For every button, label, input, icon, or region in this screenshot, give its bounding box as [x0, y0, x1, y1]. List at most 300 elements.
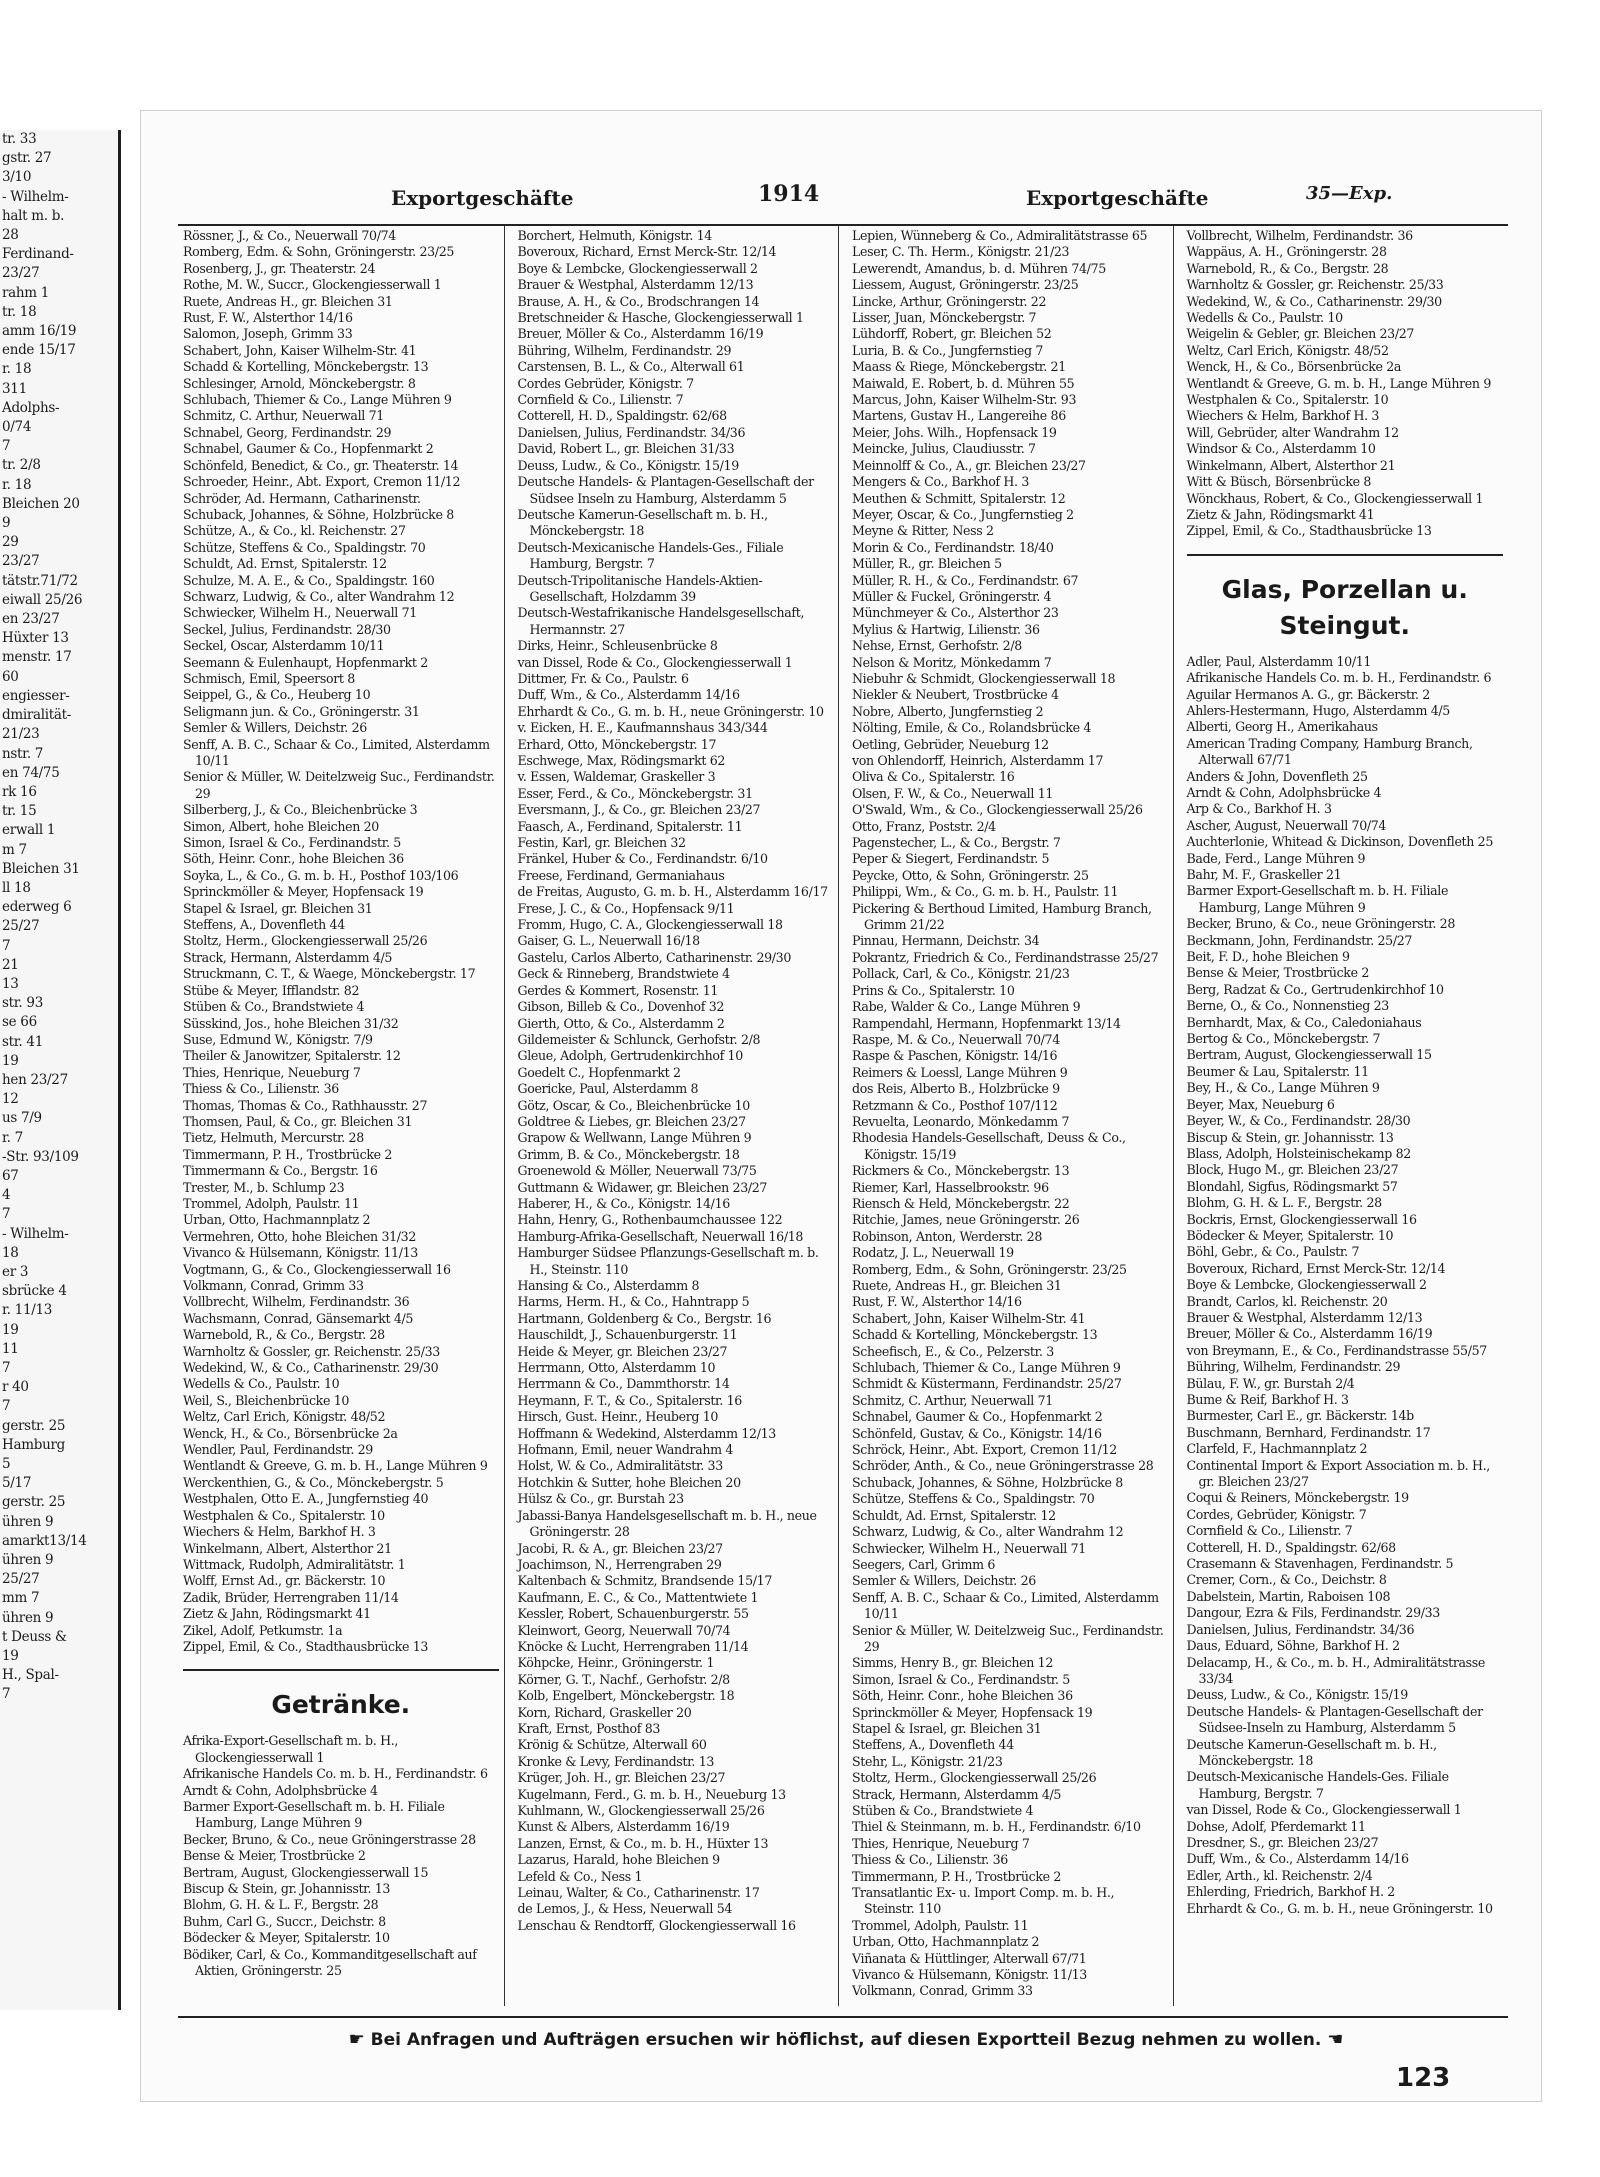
directory-entry: Hotchkin & Sutter, hohe Bleichen 20 — [517, 1474, 741, 1490]
directory-entry: Holst, W. & Co., Admiralitätstr. 33 — [517, 1458, 723, 1474]
section-entry: Bödecker & Meyer, Spitalerstr. 10 — [183, 1930, 390, 1946]
directory-entry: Hauschildt, J., Schauenburgerstr. 11 — [517, 1327, 738, 1343]
directory-entry: Hirsch, Gust. Heinr., Heuberg 10 — [517, 1409, 719, 1425]
directory-entry: v. Eicken, H. E., Kaufmannshaus 343/344 — [517, 720, 768, 736]
section-entry: Edler, Arth., kl. Reichenstr. 2/4 — [1186, 1867, 1373, 1883]
directory-entry: Wiechers & Helm, Barkhof H. 3 — [183, 1524, 376, 1540]
directory-entry: Ritchie, James, neue Gröningerstr. 26 — [852, 1212, 1080, 1228]
directory-entry: Danielsen, Julius, Ferdinandstr. 34/36 — [517, 424, 746, 440]
directory-entry: Wentlandt & Greeve, G. m. b. H., Lange Mühren 9 — [183, 1458, 488, 1474]
section-entry: Ehlerding, Friedrich, Barkhof H. 2 — [1186, 1884, 1395, 1900]
directory-entry: Oetling, Gebrüder, Neueburg 12 — [852, 736, 1049, 752]
directory-entry: Gibson, Billeb & Co., Dovenhof 32 — [517, 999, 725, 1015]
section-entry: Coqui & Reiners, Mönckebergstr. 19 — [1186, 1490, 1409, 1506]
section-entry: Buschmann, Bernhard, Ferdinandstr. 17 — [1186, 1424, 1431, 1440]
strip-line: nstr. 7 — [2, 745, 44, 762]
strip-line: halt m. b. — [2, 207, 65, 224]
section-entry: Böhl, Gebr., & Co., Paulstr. 7 — [1186, 1244, 1360, 1260]
directory-entry: Vollbrecht, Wilhelm, Ferdinandstr. 36 — [183, 1294, 410, 1310]
directory-entry: Simon, Israel & Co., Ferdinandstr. 5 — [183, 835, 401, 851]
directory-entry: Riemer, Karl, Hasselbrookstr. 96 — [852, 1179, 1049, 1195]
footer-notice — [201, 2029, 1491, 2050]
strip-line: 21/23 — [2, 726, 40, 743]
strip-line: Bleichen 20 — [2, 495, 80, 512]
directory-entry: Senff, A. B. C., Schaar & Co., Limited, Alsterdamm 10/11 — [852, 1589, 1159, 1622]
directory-entry: Viñanata & Hüttlinger, Alterwall 67/71 — [852, 1950, 1087, 1966]
directory-entry: Kraft, Ernst, Posthof 83 — [517, 1720, 661, 1736]
directory-entry: Semler & Willers, Deichstr. 26 — [852, 1573, 1036, 1589]
section-entry: Arndt & Cohn, Adolphsbrücke 4 — [183, 1782, 378, 1798]
directory-entry: Trommel, Adolph, Paulstr. 11 — [852, 1917, 1029, 1933]
directory-entry: Grimm, B. & Co., Mönckebergstr. 18 — [517, 1146, 740, 1162]
section-entry: Breuer, Möller & Co., Alsterdamm 16/19 — [1186, 1326, 1433, 1342]
directory-entry: Schwiecker, Wilhelm H., Neuerwall 71 — [183, 605, 417, 621]
directory-entry: Lisser, Juan, Mönckebergstr. 7 — [852, 310, 1037, 326]
directory-entry: Jacobi, R. & A., gr. Bleichen 23/27 — [517, 1540, 723, 1556]
section-entry: Barmer Export-Gesellschaft m. b. H. Filiale Hamburg, Lange Mühren 9 — [1186, 883, 1449, 915]
section-entry: Afrika-Export-Gesellschaft m. b. H., Glockengiesserwall 1 — [183, 1733, 399, 1765]
strip-line: 25/27 — [2, 918, 40, 935]
directory-entry: Jabassi-Banya Handelsgesellschaft m. b. H., neue Gröningerstr. 28 — [517, 1507, 817, 1540]
strip-line: 21 — [2, 956, 19, 973]
directory-entry: Kronke & Levy, Ferdinandstr. 13 — [517, 1753, 715, 1769]
strip-line: tätstr.71/72 — [2, 572, 78, 589]
directory-entry: Meinnolff & Co., A., gr. Bleichen 23/27 — [852, 457, 1086, 473]
section-entry: Auchterlonie, Whitead & Dickinson, Dovenfleth 25 — [1186, 834, 1494, 850]
directory-entry: Rampendahl, Hermann, Hopfenmarkt 13/14 — [852, 1015, 1121, 1031]
directory-entry: Kaufmann, E. C., & Co., Mattentwiete 1 — [517, 1589, 759, 1605]
listing-columns — [178, 224, 1508, 2006]
strip-line: en 74/75 — [2, 764, 60, 781]
directory-entry: Schmidt & Küstermann, Ferdinandstr. 25/27 — [852, 1376, 1122, 1392]
strip-line: 311 — [2, 380, 27, 397]
section-entry: American Trading Company, Hamburg Branch, Alterwall 67/71 — [1186, 735, 1473, 768]
directory-entry: Schwiecker, Wilhelm H., Neuerwall 71 — [852, 1540, 1086, 1556]
directory-entry: Wedekind, W., & Co., Catharinenstr. 29/30 — [183, 1360, 439, 1376]
directory-entry: Lazarus, Harald, hohe Bleichen 9 — [517, 1852, 720, 1868]
directory-entry: Thomsen, Paul, & Co., gr. Bleichen 31 — [183, 1113, 413, 1129]
strip-line: str. 93 — [2, 995, 43, 1012]
directory-entry: Semler & Willers, Deichstr. 26 — [183, 720, 367, 736]
directory-entry: Schuback, Johannes, & Söhne, Holzbrücke 8 — [183, 506, 454, 522]
directory-entry: Grapow & Wellwann, Lange Mühren 9 — [517, 1130, 752, 1146]
directory-entry: Weil, S., Bleichenbrücke 10 — [183, 1392, 350, 1408]
directory-entry: Münchmeyer & Co., Alsterthor 23 — [852, 605, 1059, 621]
strip-line: ühren 9 — [2, 1552, 54, 1569]
section-entry: Buhm, Carl G., Succr., Deichstr. 8 — [183, 1913, 386, 1929]
directory-entry: Vermehren, Otto, hohe Bleichen 31/32 — [183, 1228, 416, 1244]
directory-entry: Volkmann, Conrad, Grimm 33 — [852, 1983, 1033, 1999]
directory-entry: dos Reis, Alberto B., Holzbrücke 9 — [852, 1081, 1060, 1097]
directory-entry: Simon, Israel & Co., Ferdinandstr. 5 — [852, 1671, 1070, 1687]
directory-entry: Weltz, Carl Erich, Königstr. 48/52 — [1186, 342, 1389, 358]
strip-line: ll 18 — [2, 879, 31, 896]
strip-line: 25/27 — [2, 1571, 40, 1588]
directory-entry: Duff, Wm., & Co., Alsterdamm 14/16 — [517, 687, 740, 703]
directory-entry: de Lemos, J., & Hess, Neuerwall 54 — [517, 1901, 733, 1917]
strip-line: tr. 18 — [2, 303, 37, 320]
directory-entry: Meier, Johs. Wilh., Hopfensack 19 — [852, 424, 1057, 440]
directory-entry: Schabert, John, Kaiser Wilhelm-Str. 41 — [852, 1310, 1086, 1326]
directory-entry: Meyer, Oscar, & Co., Jungfernstieg 2 — [852, 506, 1074, 522]
directory-entry: Bretschneider & Hasche, Glockengiesserwall 1 — [517, 310, 804, 326]
strip-line: 29 — [2, 534, 19, 551]
section-entry: Brauer & Westphal, Alsterdamm 12/13 — [1186, 1309, 1423, 1325]
strip-line: gerstr. 25 — [2, 1417, 66, 1434]
strip-line: en 23/27 — [2, 611, 60, 628]
directory-entry: Silberberg, J., & Co., Bleichenbrücke 3 — [183, 802, 418, 818]
section-entry: Cremer, Corn., & Co., Deichstr. 8 — [1186, 1572, 1387, 1588]
directory-entry: Lepien, Wünneberg & Co., Admiralitätstrasse 65 — [852, 228, 1148, 243]
directory-entry: Transatlantic Ex- u. Import Comp. m. b. H., Steinstr. 110 — [852, 1885, 1115, 1917]
section-entry: Crasemann & Stavenhagen, Ferdinandstr. 5 — [1186, 1556, 1454, 1572]
section-entry: Blohm, G. H. & L. F., Bergstr. 28 — [183, 1897, 379, 1913]
directory-entry: Festin, Karl, gr. Bleichen 32 — [517, 835, 686, 851]
strip-line: engiesser- — [2, 687, 70, 704]
directory-entry: Prins & Co., Spitalerstr. 10 — [852, 982, 1015, 998]
section-entry: Bey, H., & Co., Lange Mühren 9 — [1186, 1080, 1380, 1096]
directory-entry: Herrmann, Otto, Alsterdamm 10 — [517, 1360, 716, 1376]
directory-entry: Peycke, Otto, & Sohn, Gröningerstr. 25 — [852, 867, 1089, 883]
strip-line: r 40 — [2, 1379, 29, 1396]
directory-entry: Haberer, H., & Co., Königstr. 14/16 — [517, 1195, 730, 1211]
section-entry: Dangour, Ezra & Fils, Ferdinandstr. 29/33 — [1186, 1605, 1440, 1621]
section-entry: Ahlers-Hestermann, Hugo, Alsterdamm 4/5 — [1186, 702, 1450, 718]
directory-entry: Luria, B. & Co., Jungfernstieg 7 — [852, 342, 1043, 358]
directory-entry: Weigelin & Gebler, gr. Bleichen 23/27 — [1186, 326, 1415, 342]
directory-entry: Lewerendt, Amandus, b. d. Mühren 74/75 — [852, 260, 1106, 276]
directory-entry: Schmisch, Emil, Speersort 8 — [183, 670, 355, 686]
directory-entry: Kugelmann, Ferd., G. m. b. H., Neueburg 13 — [517, 1786, 786, 1802]
directory-entry: Heymann, F. T., & Co., Spitalerstr. 16 — [517, 1392, 742, 1408]
directory-entry: Schuldt, Ad. Ernst, Spitalerstr. 12 — [183, 556, 387, 572]
directory-entry: Kaltenbach & Schmitz, Brandsende 15/17 — [517, 1573, 772, 1589]
directory-entry: Niekler & Neubert, Trostbrücke 4 — [852, 687, 1059, 703]
directory-entry: Lefeld & Co., Ness 1 — [517, 1868, 643, 1884]
directory-entry: Will, Gebrüder, alter Wandrahm 12 — [1186, 424, 1399, 440]
directory-entry: Niebuhr & Schmidt, Glockengiesserwall 18 — [852, 670, 1116, 686]
directory-entry: Deutsch-Tripolitanische Handels-Aktien-Gesellschaft, Holzdamm 39 — [517, 572, 763, 604]
directory-entry: Romberg, Edm., & Sohn, Gröningerstr. 23/25 — [852, 1261, 1127, 1277]
strip-line: 12 — [2, 1091, 19, 1108]
directory-entry: Seegers, Carl, Grimm 6 — [852, 1556, 996, 1572]
strip-line: 7 — [2, 1686, 11, 1703]
directory-entry: Seligmann jun. & Co., Gröningerstr. 31 — [183, 703, 420, 719]
directory-entry: Wappäus, A. H., Gröningerstr. 28 — [1186, 244, 1387, 260]
directory-entry: Riensch & Held, Mönckebergstr. 22 — [852, 1195, 1070, 1211]
section-entry: van Dissel, Rode & Co., Glockengiesserwall 1 — [1186, 1802, 1462, 1818]
directory-entry: Müller, R. H., & Co., Ferdinandstr. 67 — [852, 572, 1079, 588]
strip-line: 4 — [2, 1187, 11, 1204]
directory-entry: Zippel, Emil, & Co., Stadthausbrücke 13 — [183, 1638, 429, 1654]
strip-line: mm 7 — [2, 1590, 40, 1607]
directory-entry: Schönfeld, Gustav, & Co., Königstr. 14/16 — [852, 1425, 1102, 1441]
directory-entry: Deuss, Ludw., & Co., Königstr. 15/19 — [517, 457, 739, 473]
directory-entry: Schabert, John, Kaiser Wilhelm-Str. 41 — [183, 342, 417, 358]
section-entry: Deuss, Ludw., & Co., Königstr. 15/19 — [1186, 1687, 1408, 1703]
strip-line: eiwall 25/26 — [2, 591, 83, 608]
directory-entry: Hamburg-Afrika-Gesellschaft, Neuerwall 16/18 — [517, 1228, 804, 1244]
directory-entry: Nehse, Ernst, Gerhofstr. 2/8 — [852, 638, 1022, 654]
directory-entry: Esser, Ferd., & Co., Mönckebergstr. 31 — [517, 785, 753, 801]
directory-entry: Krönig & Schütze, Alterwall 60 — [517, 1737, 707, 1753]
directory-entry: Müller, R., gr. Bleichen 5 — [852, 556, 1002, 572]
directory-entry: Dittmer, Fr. & Co., Paulstr. 6 — [517, 670, 689, 686]
directory-entry: Eschwege, Max, Rödingsmarkt 62 — [517, 753, 726, 768]
directory-entry: Schroeder, Heinr., Abt. Export, Cremon 11/12 — [183, 474, 461, 490]
directory-entry: Liessem, August, Gröningerstr. 23/25 — [852, 277, 1079, 293]
directory-entry: Faasch, A., Ferdinand, Spitalerstr. 11 — [517, 818, 743, 834]
section-entry: Bülau, F. W., gr. Burstah 2/4 — [1186, 1375, 1355, 1391]
directory-entry: Köhpcke, Heinr., Gröningerstr. 1 — [517, 1655, 715, 1671]
directory-entry: Rhodesia Handels-Gesellschaft, Deuss & Co., Königstr. 15/19 — [852, 1130, 1126, 1162]
section-entry: Arp & Co., Barkhof H. 3 — [1186, 801, 1332, 817]
directory-entry: Deutsche Kamerun-Gesellschaft m. b. H., Mönckebergstr. 18 — [517, 506, 768, 539]
section-entry: Afrikanische Handels Co. m. b. H., Ferdinandstr. 6 — [183, 1766, 488, 1782]
directory-entry: Pinnau, Hermann, Deichstr. 34 — [852, 933, 1040, 949]
section-entry: Boveroux, Richard, Ernst Merck-Str. 12/14 — [1186, 1260, 1446, 1276]
directory-entry: Kuhlmann, W., Glockengiesserwall 25/26 — [517, 1803, 765, 1818]
strip-line: ühren 9 — [2, 1609, 54, 1626]
header-page-ref: 35—Exp. — [1306, 183, 1393, 204]
directory-entry: v. Essen, Waldemar, Graskeller 3 — [517, 769, 716, 785]
directory-entry: Schlesinger, Arnold, Mönckebergstr. 8 — [183, 375, 416, 391]
directory-entry: Seckel, Oscar, Alsterdamm 10/11 — [183, 638, 385, 654]
directory-entry: Thiess & Co., Lilienstr. 36 — [852, 1852, 1008, 1868]
strip-line: rahm 1 — [2, 284, 50, 301]
directory-entry: Cordes Gebrüder, Königstr. 7 — [517, 375, 694, 391]
strip-line: 7 — [2, 438, 11, 455]
directory-entry: Urban, Otto, Hachmannplatz 2 — [183, 1212, 371, 1228]
directory-entry: Marcus, John, Kaiser Wilhelm-Str. 93 — [852, 392, 1077, 408]
directory-entry: Wenck, H., & Co., Börsenbrücke 2a — [183, 1425, 398, 1441]
section-entry: Danielsen, Julius, Ferdinandstr. 34/36 — [1186, 1621, 1415, 1637]
directory-entry: Morin & Co., Ferdinandstr. 18/40 — [852, 539, 1054, 555]
directory-entry: Windsor & Co., Alsterdamm 10 — [1186, 441, 1376, 457]
directory-entry: Schnabel, Gaumer & Co., Hopfenmarkt 2 — [183, 441, 434, 457]
strip-line: tr. 15 — [2, 803, 37, 820]
strip-line: 23/27 — [2, 265, 40, 282]
directory-entry: Vivanco & Hülsemann, Königstr. 11/13 — [183, 1245, 418, 1261]
directory-entry: Deutsche Handels- & Plantagen-Gesellschaft der Südsee Inseln zu Hamburg, Alsterdamm 5 — [517, 474, 814, 506]
directory-entry: Mylius & Hartwig, Lilienstr. 36 — [852, 621, 1040, 637]
strip-line: t Deuss & — [2, 1628, 67, 1645]
strip-line: Hamburg — [2, 1436, 65, 1453]
strip-line: 13 — [2, 975, 19, 992]
directory-entry: Maiwald, E. Robert, b. d. Mühren 55 — [852, 375, 1075, 391]
section-entry: Block, Hugo M., gr. Bleichen 23/27 — [1186, 1162, 1399, 1178]
directory-entry: Wenck, H., & Co., Börsenbrücke 2a — [1186, 359, 1402, 375]
directory-entry: Schütze, Steffens & Co., Spaldingstr. 70 — [852, 1491, 1095, 1507]
directory-entry: Oliva & Co., Spitalerstr. 16 — [852, 769, 1015, 785]
section-entry: Bense & Meier, Trostbrücke 2 — [183, 1848, 366, 1864]
directory-entry: Schröck, Heinr., Abt. Export, Cremon 11/12 — [852, 1442, 1117, 1458]
directory-entry: Trommel, Adolph, Paulstr. 11 — [183, 1195, 360, 1211]
directory-entry: Wiechers & Helm, Barkhof H. 3 — [1186, 408, 1380, 424]
section-entry: Cornfield & Co., Lilienstr. 7 — [1186, 1523, 1353, 1539]
section-entry: Cordes, Gebrüder, Königstr. 7 — [1186, 1506, 1367, 1522]
directory-entry: Fränkel, Huber & Co., Ferdinandstr. 6/10 — [517, 851, 768, 867]
strip-line: r. 18 — [2, 361, 32, 378]
strip-line: - Wilhelm- — [2, 188, 69, 205]
directory-entry: Zikel, Adolf, Petkumstr. 1a — [183, 1622, 343, 1638]
directory-entry: Meincke, Julius, Claudiusstr. 7 — [852, 441, 1036, 457]
strip-line: 67 — [2, 1167, 19, 1184]
directory-entry: de Freitas, Augusto, G. m. b. H., Alsterdamm 16/17 — [517, 884, 828, 900]
directory-entry: Pagenstecher, L., & Co., Bergstr. 7 — [852, 835, 1061, 851]
strip-line: rk 16 — [2, 783, 37, 800]
directory-entry: Knöcke & Lucht, Herrengraben 11/14 — [517, 1638, 749, 1654]
directory-entry: Stapel & Israel, gr. Bleichen 31 — [852, 1720, 1042, 1736]
section-entry: Clarfeld, F., Hachmannplatz 2 — [1186, 1441, 1368, 1457]
strip-line: 9 — [2, 515, 11, 532]
strip-line: se 66 — [2, 1014, 37, 1031]
directory-entry: Senior & Müller, W. Deitelzweig Suc., Ferdinandstr. 29 — [183, 769, 495, 801]
directory-entry: Rabe, Walder & Co., Lange Mühren 9 — [852, 999, 1081, 1015]
directory-entry: Zadik, Brüder, Herrengraben 11/14 — [183, 1589, 399, 1605]
directory-entry: Hansing & Co., Alsterdamm 8 — [517, 1278, 700, 1293]
directory-entry: Senff, A. B. C., Schaar & Co., Limited, Alsterdamm 10/11 — [183, 736, 490, 768]
section-entry: Bertram, August, Glockengiesserwall 15 — [183, 1864, 429, 1880]
strip-line: H., Spal- — [2, 1667, 59, 1684]
directory-entry: Warnholtz & Gossler, gr. Reichenstr. 25/33 — [1186, 277, 1444, 293]
directory-entry: Westphalen & Co., Spitalerstr. 10 — [183, 1507, 385, 1523]
strip-line: 5 — [2, 1456, 11, 1473]
directory-entry: Korn, Richard, Graskeller 20 — [517, 1704, 692, 1720]
directory-entry: Ruete, Andreas H., gr. Bleichen 31 — [183, 293, 393, 309]
footer-rule — [178, 2016, 1508, 2018]
section-entry: Dresdner, S., gr. Bleichen 23/27 — [1186, 1834, 1379, 1850]
strip-line: 19 — [2, 1052, 19, 1069]
directory-entry: Süsskind, Jos., hohe Bleichen 31/32 — [183, 1015, 399, 1031]
directory-entry: Schmitz, C. Arthur, Neuerwall 71 — [183, 408, 384, 424]
directory-entry: Schadd & Kortelling, Mönckebergstr. 13 — [183, 359, 429, 375]
section-entry: Dohse, Adolf, Pferdemarkt 11 — [1186, 1818, 1366, 1834]
directory-entry: Schlubach, Thiemer & Co., Lange Mühren 9 — [852, 1360, 1121, 1376]
strip-line: 7 — [2, 1360, 11, 1376]
directory-entry: Werckenthien, G., & Co., Mönckebergstr. 5 — [183, 1474, 444, 1490]
directory-entry: Rothe, M. W., Succr., Glockengiesserwall 1 — [183, 277, 442, 293]
directory-entry: Salomon, Joseph, Grimm 33 — [183, 326, 353, 342]
directory-entry: Hahn, Henry, G., Rothenbaumchaussee 122 — [517, 1212, 783, 1228]
directory-entry: Kleinwort, Georg, Neuerwall 70/74 — [517, 1622, 731, 1638]
directory-entry: Vogtmann, G., & Co., Glockengiesserwall 16 — [183, 1261, 451, 1277]
strip-line: r. 11/13 — [2, 1302, 53, 1319]
directory-entry: Joachimson, N., Herrengraben 29 — [517, 1556, 722, 1572]
directory-entry: Breuer, Möller & Co., Alsterdamm 16/19 — [517, 326, 764, 342]
strip-line: Adolphs- — [2, 399, 60, 416]
directory-entry: Schröder, Anth., & Co., neue Gröningerstrasse 28 — [852, 1458, 1154, 1474]
directory-entry: Boye & Lembcke, Glockengiesserwall 2 — [517, 260, 758, 276]
directory-entry: Erhard, Otto, Mönckebergstr. 17 — [517, 736, 717, 752]
section-entry: Beckmann, John, Ferdinandstr. 25/27 — [1186, 932, 1413, 948]
section-entry: Beumer & Lau, Spitalerstr. 11 — [1186, 1063, 1369, 1079]
directory-entry: Schuback, Johannes, & Söhne, Holzbrücke 8 — [852, 1474, 1123, 1490]
directory-entry: Seckel, Julius, Ferdinandstr. 28/30 — [183, 621, 391, 637]
section-entry: Becker, Bruno, & Co., neue Gröningerstrasse 28 — [183, 1831, 476, 1847]
column-3 — [847, 226, 1174, 2006]
directory-entry: Simms, Henry B., gr. Bleichen 12 — [852, 1655, 1053, 1671]
directory-entry: Leinau, Walter, & Co., Catharinenstr. 17 — [517, 1885, 760, 1901]
directory-entry: Weltz, Carl Erich, Königstr. 48/52 — [183, 1409, 386, 1425]
section-entry: Barmer Export-Gesellschaft m. b. H. Filiale Hamburg, Lange Mühren 9 — [183, 1798, 445, 1831]
directory-entry: Wedells & Co., Paulstr. 10 — [183, 1376, 340, 1392]
strip-line: 0/74 — [2, 419, 32, 436]
section-entry: Berg, Radzat & Co., Gertrudenkirchhof 10 — [1186, 981, 1444, 997]
section-entry: Ascher, August, Neuerwall 70/74 — [1186, 817, 1387, 833]
directory-entry: Groenewold & Möller, Neuerwall 73/75 — [517, 1163, 757, 1179]
directory-entry: Schwarz, Ludwig, & Co., alter Wandrahm 12 — [183, 588, 455, 604]
section-heading — [1187, 554, 1504, 644]
directory-entry: Hamburger Südsee Pflanzungs-Gesellschaft m. b. H., Steinstr. 110 — [517, 1245, 819, 1277]
directory-entry: Struckmann, C. T., & Waege, Mönckebergstr. 17 — [183, 966, 476, 982]
directory-entry: Lanzen, Ernst, & Co., m. b. H., Hüxter 13 — [517, 1835, 769, 1851]
directory-entry: Goldtree & Liebes, gr. Bleichen 23/27 — [517, 1113, 746, 1129]
strip-line: hen 23/27 — [2, 1071, 68, 1088]
directory-entry: David, Robert L., gr. Bleichen 31/33 — [517, 441, 735, 457]
directory-entry: Retzmann & Co., Posthof 107/112 — [852, 1097, 1058, 1113]
directory-entry: Scheefisch, E., & Co., Pelzerstr. 3 — [852, 1343, 1054, 1359]
directory-entry: Deutsch-Westafrikanische Handelsgesellschaft, Hermannstr. 27 — [517, 605, 805, 637]
strip-line: 5/17 — [2, 1475, 32, 1492]
directory-page — [140, 110, 1542, 2102]
directory-entry: Hoffmann & Wedekind, Alsterdamm 12/13 — [517, 1425, 776, 1441]
directory-entry: Peper & Siegert, Ferdinandstr. 5 — [852, 851, 1050, 867]
directory-entry: Wendler, Paul, Ferdinandstr. 29 — [183, 1442, 373, 1458]
section-entry: Deutsche Kamerun-Gesellschaft m. b. H., Mönckebergstr. 18 — [1186, 1736, 1437, 1768]
strip-line: m 7 — [2, 841, 27, 858]
directory-entry: Schütze, A., & Co., kl. Reichenstr. 27 — [183, 523, 406, 539]
directory-entry: Strack, Hermann, Alsterdamm 4/5 — [183, 949, 393, 965]
directory-entry: Seemann & Eulenhaupt, Hopfenmarkt 2 — [183, 654, 428, 670]
pointing-hand-icon: ☛ — [348, 2029, 365, 2050]
section-entry: Bernhardt, Max, & Co., Caledoniahaus — [1186, 1014, 1422, 1030]
directory-entry: Seippel, G., & Co., Heuberg 10 — [183, 687, 371, 703]
directory-entry: Kessler, Robert, Schauenburgerstr. 55 — [517, 1606, 749, 1622]
section-entry: Cotterell, H. D., Spaldingstr. 62/68 — [1186, 1539, 1396, 1555]
directory-entry: Hofmann, Emil, neuer Wandrahm 4 — [517, 1442, 734, 1458]
directory-entry: Thies, Henrique, Neueburg 7 — [183, 1064, 361, 1080]
column-1 — [178, 226, 505, 2006]
directory-entry: Gaiser, G. L., Neuerwall 16/18 — [517, 933, 700, 949]
directory-entry: Theiler & Janowitzer, Spitalerstr. 12 — [183, 1048, 401, 1064]
directory-entry: Eversmann, J., & Co., gr. Bleichen 23/27 — [517, 802, 761, 818]
directory-entry: Götz, Oscar, & Co., Bleichenbrücke 10 — [517, 1097, 750, 1113]
directory-entry: Martens, Gustav H., Langereihe 86 — [852, 408, 1066, 424]
directory-entry: Tietz, Helmuth, Mercurstr. 28 — [183, 1130, 364, 1146]
directory-entry: Rosenberg, J., gr. Theaterstr. 24 — [183, 260, 376, 276]
section-entry: Alberti, Georg H., Amerikahaus — [1186, 719, 1378, 735]
directory-entry: Warnholtz & Gossler, gr. Reichenstr. 25/33 — [183, 1343, 440, 1359]
page-number: 123 — [1396, 2063, 1451, 2093]
directory-entry: Hülsz & Co., gr. Burstah 23 — [517, 1491, 684, 1507]
directory-entry: Zietz & Jahn, Rödingsmarkt 41 — [183, 1606, 371, 1622]
directory-entry: Schröder, Ad. Hermann, Catharinenstr. — [183, 490, 421, 506]
strip-line: Bleichen 31 — [2, 860, 80, 877]
directory-entry: Meyne & Ritter, Ness 2 — [852, 523, 994, 539]
section-entry: Blass, Adolph, Holsteinischekamp 82 — [1186, 1145, 1411, 1161]
directory-entry: Warnebold, R., & Co., Bergstr. 28 — [1186, 260, 1389, 276]
directory-entry: Maass & Riege, Mönckebergstr. 21 — [852, 359, 1066, 375]
strip-line: Ferdinand- — [2, 246, 74, 263]
section-entry: Deutsch-Mexicanische Handels-Ges. Filiale Hamburg, Bergstr. 7 — [1186, 1769, 1449, 1801]
section-entry: Daus, Eduard, Söhne, Barkhof H. 2 — [1186, 1638, 1400, 1654]
directory-entry: Gleue, Adolph, Gertrudenkirchhof 10 — [517, 1048, 743, 1064]
directory-entry: Geck & Rinneberg, Brandstwiete 4 — [517, 966, 730, 982]
section-entry: Beyer, Max, Neueburg 6 — [1186, 1096, 1335, 1112]
directory-entry: Vivanco & Hülsemann, Königstr. 11/13 — [852, 1967, 1087, 1983]
section-entry: Bahr, M. F., Graskeller 21 — [1186, 867, 1342, 882]
